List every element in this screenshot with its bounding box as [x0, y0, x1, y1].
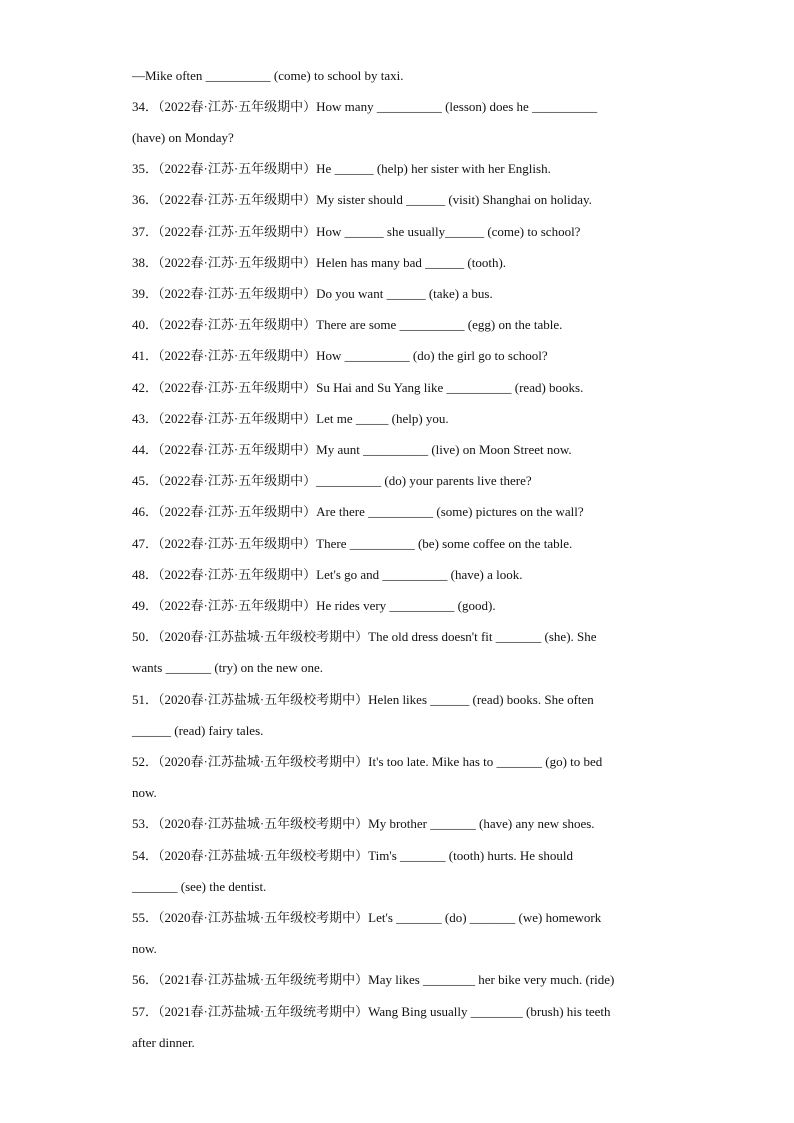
text-line: (have) on Monday? — [132, 130, 234, 145]
text-line: ______ (read) fairy tales. — [132, 723, 264, 738]
question-43: 43．（2022春·江苏·五年级期中）Let me _____ (help) you. — [132, 411, 449, 426]
question-48: 48．（2022春·江苏·五年级期中）Let's go and __________ (have) a look. — [132, 567, 523, 582]
question-36: 36．（2022春·江苏·五年级期中）My sister should ______ (visit) Shanghai on holiday. — [132, 192, 592, 207]
question-35: 35．（2022春·江苏·五年级期中）He ______ (help) her sister with her English. — [132, 161, 551, 176]
question-41: 41．（2022春·江苏·五年级期中）How __________ (do) the girl go to school? — [132, 348, 548, 363]
question-52: 52．（2020春·江苏盐城·五年级校考期中）It's too late. Mike has to _______ (go) to bed — [132, 754, 603, 769]
question-44: 44．（2022春·江苏·五年级期中）My aunt __________ (live) on Moon Street now. — [132, 442, 572, 457]
question-47: 47．（2022春·江苏·五年级期中）There __________ (be) some coffee on the table. — [132, 536, 573, 551]
question-50: 50．（2020春·江苏盐城·五年级校考期中）The old dress doesn't fit _______ (she). She — [132, 629, 597, 644]
question-54: 54．（2020春·江苏盐城·五年级校考期中）Tim's _______ (tooth) hurts. He should — [132, 848, 573, 863]
question-55: 55．（2020春·江苏盐城·五年级校考期中）Let's _______ (do) _______ (we) homework — [132, 910, 602, 925]
question-57: 57．（2021春·江苏盐城·五年级统考期中）Wang Bing usually ________ (brush) his teeth — [132, 1004, 611, 1019]
question-56: 56．（2021春·江苏盐城·五年级统考期中）May likes ________ her bike very much. (ride) — [132, 972, 615, 987]
text-line: wants _______ (try) on the new one. — [132, 660, 323, 675]
question-39: 39．（2022春·江苏·五年级期中）Do you want ______ (take) a bus. — [132, 286, 493, 301]
text-line: _______ (see) the dentist. — [132, 879, 267, 894]
question-49: 49．（2022春·江苏·五年级期中）He rides very __________ (good). — [132, 598, 496, 613]
question-42: 42．（2022春·江苏·五年级期中）Su Hai and Su Yang like __________ (read) books. — [132, 380, 584, 395]
question-46: 46．（2022春·江苏·五年级期中）Are there __________ (some) pictures on the wall? — [132, 504, 584, 519]
question-45: 45．（2022春·江苏·五年级期中）__________ (do) your parents live there? — [132, 473, 532, 488]
text-line: now. — [132, 941, 157, 956]
question-51: 51．（2020春·江苏盐城·五年级校考期中）Helen likes ______ (read) books. She often — [132, 692, 594, 707]
text-line: —Mike often __________ (come) to school by taxi. — [132, 68, 404, 83]
text-line: now. — [132, 785, 157, 800]
text-line: after dinner. — [132, 1035, 195, 1050]
question-53: 53．（2020春·江苏盐城·五年级校考期中）My brother _______ (have) any new shoes. — [132, 816, 595, 831]
question-38: 38．（2022春·江苏·五年级期中）Helen has many bad ______ (tooth). — [132, 255, 507, 270]
question-40: 40．（2022春·江苏·五年级期中）There are some __________ (egg) on the table. — [132, 317, 563, 332]
question-37: 37．（2022春·江苏·五年级期中）How ______ she usually______ (come) to school? — [132, 224, 581, 239]
question-34: 34．（2022春·江苏·五年级期中）How many __________ (lesson) does he __________ — [132, 99, 598, 114]
